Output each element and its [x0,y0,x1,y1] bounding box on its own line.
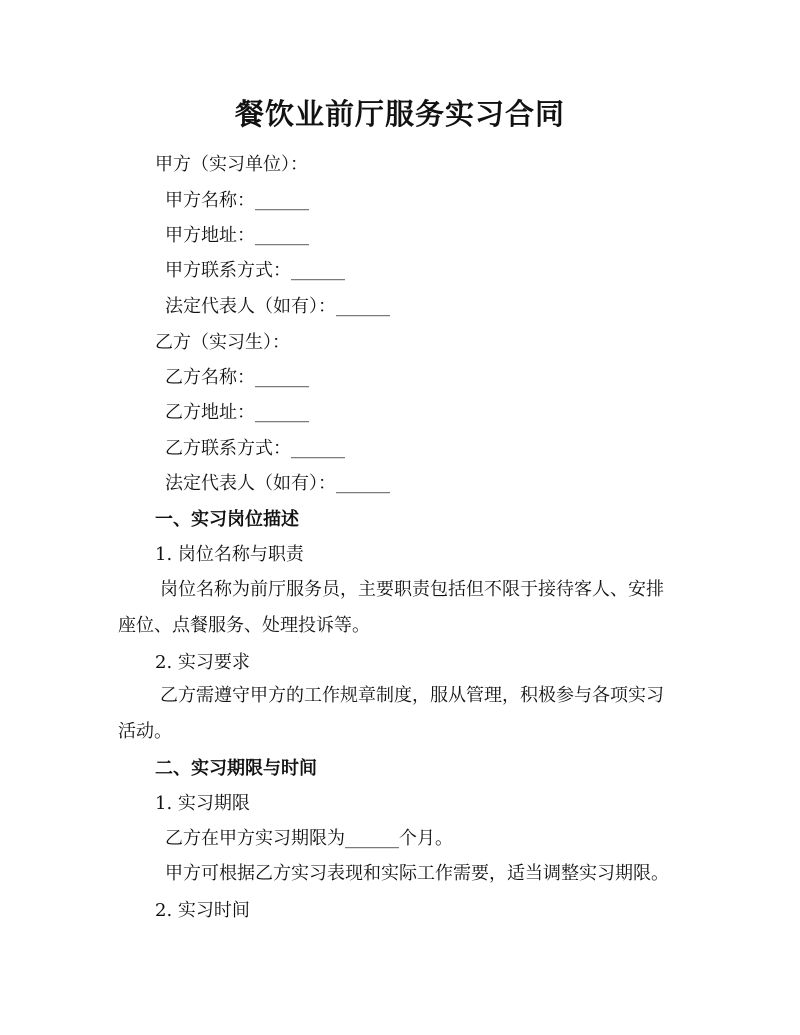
party-a-header: 甲方（实习单位）： [155,154,308,175]
party-a-contact: 甲方联系方式：______ [165,260,345,281]
section-1-item-1-title: 1. 岗位名称与职责 [155,544,304,565]
party-b-contact: 乙方联系方式：______ [165,438,345,459]
section-1-item-2-text-line-1: 乙方需遵守甲方的工作规章制度，服从管理，积极参与各项实习 [160,685,664,706]
page-title: 餐饮业前厅服务实习合同 [234,97,565,131]
section-1-item-1-text-line-1: 岗位名称为前厅服务员，主要职责包括但不限于接待客人、安排 [160,579,664,600]
party-a-address: 甲方地址：______ [165,225,309,246]
party-b-address: 乙方地址：______ [165,402,309,423]
section-1-item-2-title: 2. 实习要求 [155,652,250,673]
section-2-item-2-title: 2. 实习时间 [155,900,250,921]
party-b-legal-rep: 法定代表人（如有）：______ [165,473,390,494]
party-b-name: 乙方名称：______ [165,367,309,388]
section-2-item-1-text-line-2: 甲方可根据乙方实习表现和实际工作需要，适当调整实习期限。 [165,863,669,884]
section-1-item-1-text-line-2: 座位、点餐服务、处理投诉等。 [118,615,370,636]
party-b-header: 乙方（实习生）： [155,332,290,353]
section-2-item-1-text-line-1: 乙方在甲方实习期限为______个月。 [165,828,453,849]
section-2-heading: 二、实习期限与时间 [155,758,317,779]
section-2-item-1-title: 1. 实习期限 [155,793,250,814]
section-1-heading: 一、实习岗位描述 [155,509,299,530]
party-a-legal-rep: 法定代表人（如有）：______ [165,296,390,317]
section-1-item-2-text-line-2: 活动。 [118,721,172,742]
party-a-name: 甲方名称：______ [165,190,309,211]
